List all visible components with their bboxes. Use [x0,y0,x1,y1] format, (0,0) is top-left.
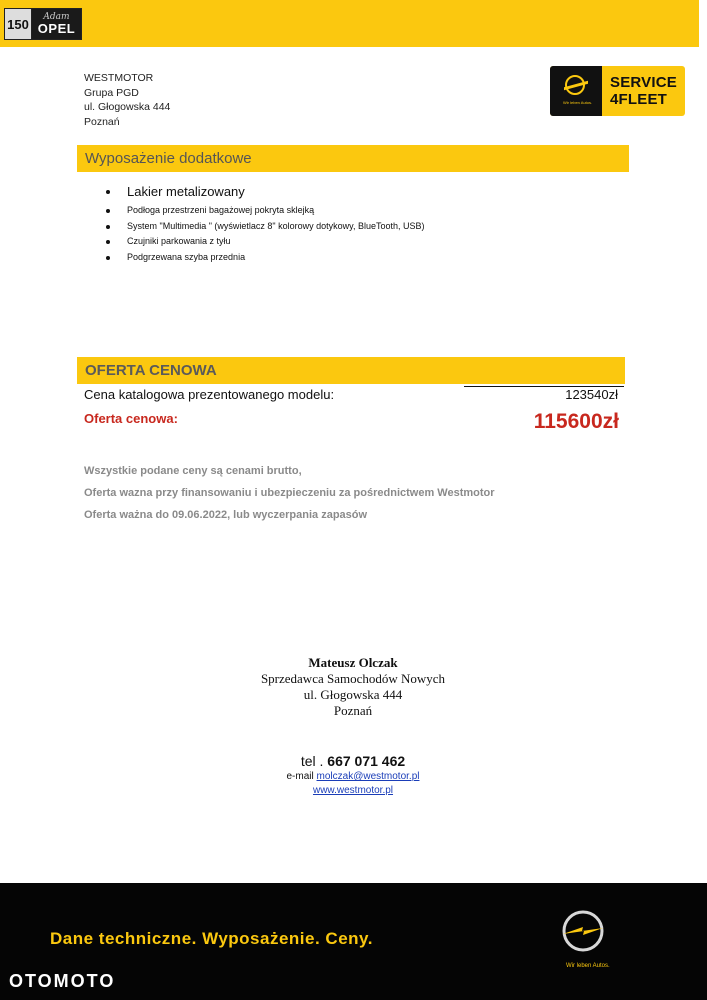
badge-slogan: Wir leben Autos. [563,100,593,105]
company-address [84,71,170,129]
contact-block [203,752,503,798]
logo-script: Adam [43,12,70,22]
service-4fleet-badge [550,66,685,116]
footer-bar [0,883,707,1000]
badge-line1: SERVICE [610,74,677,91]
footer-slogan: Dane techniczne. Wyposażenie. Ceny. [50,929,373,948]
website-line [203,784,503,798]
list-item: Lakier metalizowany [104,183,425,203]
offer-price-label: Oferta cenowa: [84,411,178,426]
company-group: Grupa PGD [84,86,139,99]
logo-brand [32,9,81,39]
phone-line [203,752,503,770]
signature-city: Poznań [333,703,373,718]
list-item: Podgrzewana szyba przednia [104,250,425,266]
catalog-price-row [84,386,624,404]
company-city: Poznań [84,115,120,128]
list-item: Podłoga przestrzeni bagażowej pokryta sklejką [104,203,425,219]
signature-street: ul. Głogowska 444 [303,687,403,702]
company-name: WESTMOTOR [84,72,154,84]
email-link[interactable]: molczak@westmotor.pl [316,771,420,782]
catalog-price-value: 123540zł [565,387,618,402]
equipment-list [104,183,425,265]
logo-number: 150 [5,9,32,39]
email-line [203,770,503,784]
equipment-section-title: Wyposażenie dodatkowe [77,145,629,172]
offer-section-title: OFERTA CENOWA [77,357,625,384]
list-item: System "Multimedia " (wyświetlacz 8" kolorowy dotykowy, BlueTooth, USB) [104,219,425,235]
opel-150-logo [4,8,82,40]
phone-number[interactable]: 667 071 462 [327,753,406,769]
website-link[interactable]: www.westmotor.pl [312,785,394,796]
signature-block [203,655,503,719]
offer-price-value: 115600zł [533,410,619,433]
note-line: Oferta wazna przy finansowaniu i ubezpieczeniu za pośrednictwem Westmotor [84,487,495,499]
salesperson-name: Mateusz Olczak [308,655,398,670]
phone-prefix: tel . [300,753,324,769]
otomoto-watermark: OTOMOTO [9,971,116,991]
opel-blitz-icon [550,66,602,116]
badge-line2: 4FLEET [610,91,668,108]
salesperson-role: Sprzedawca Samochodów Nowych [260,671,446,686]
email-prefix: e-mail [286,771,314,782]
company-street: ul. Głogowska 444 [84,101,171,113]
note-line: Oferta ważna do 09.06.2022, lub wyczerpania zapasów [84,509,368,521]
opel-blitz-icon [559,907,607,955]
note-line: Wszystkie podane ceny są cenami brutto, [84,465,302,477]
catalog-price-label: Cena katalogowa prezentowanego modelu: [84,387,335,402]
header-bar [0,0,699,47]
offer-notes [84,463,495,529]
footer-brand-slogan: Wir leben Autos. [566,963,610,969]
list-item: Czujniki parkowania z tyłu [104,234,425,250]
logo-brand-text: OPEL [37,21,76,36]
